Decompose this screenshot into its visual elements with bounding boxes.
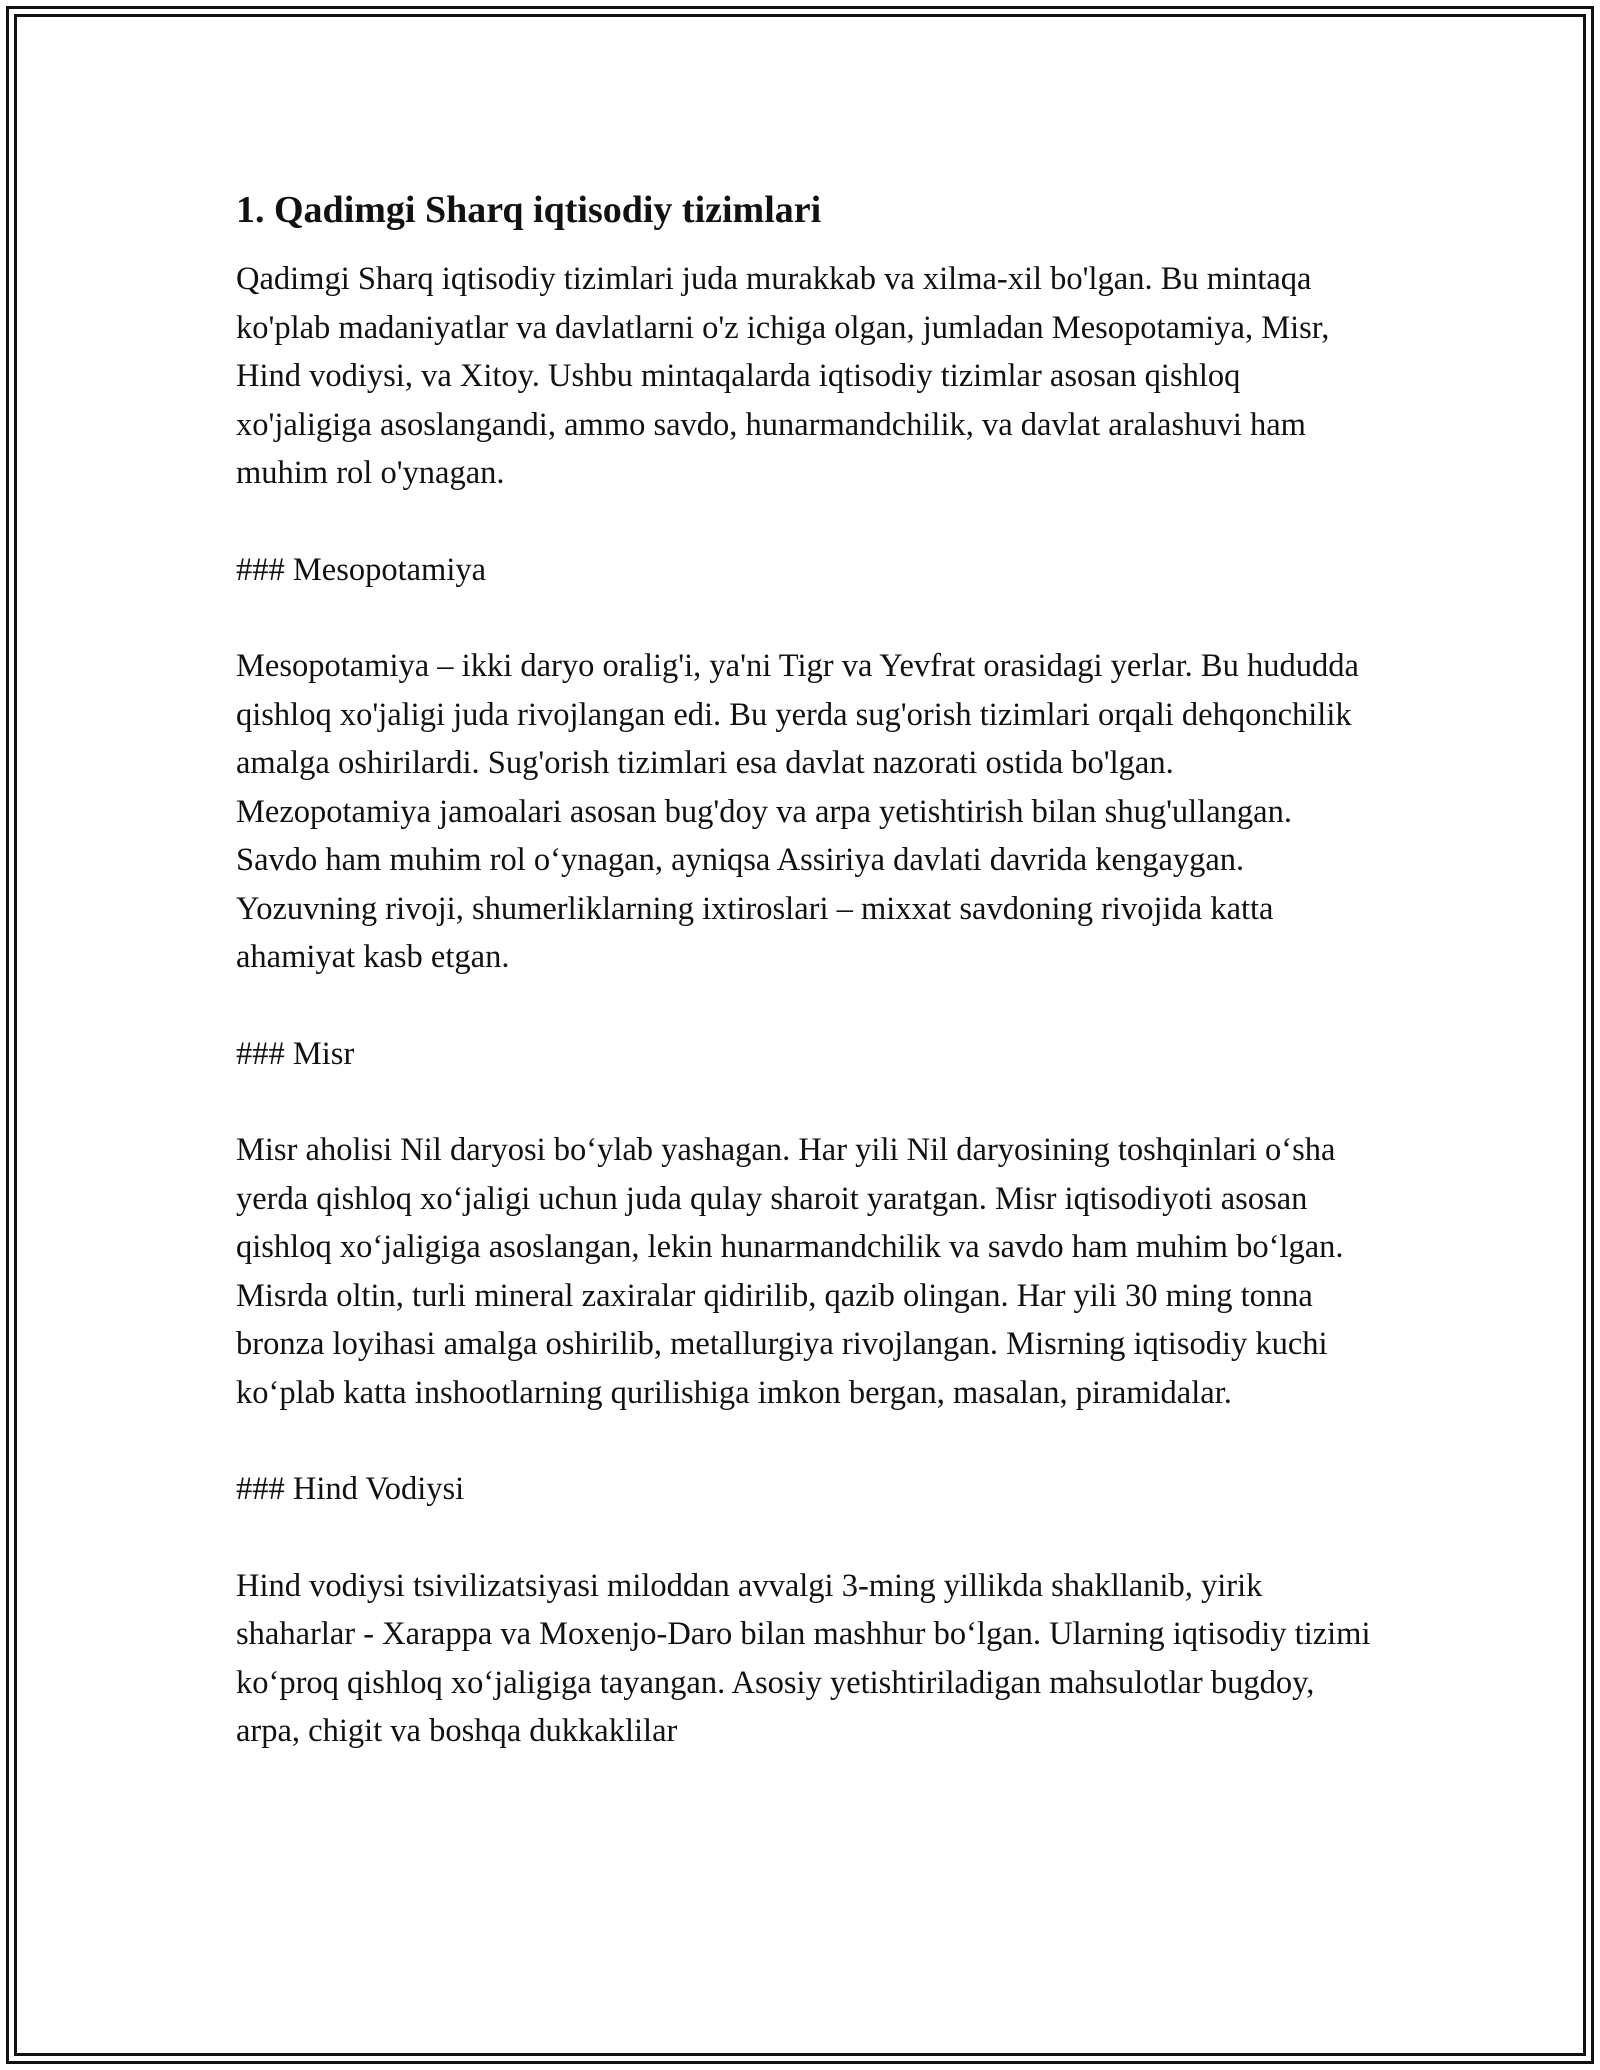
document-title: 1. Qadimgi Sharq iqtisodiy tizimlari	[236, 189, 822, 231]
section-body-mesopotamiya: Mesopotamiya – ikki daryo oralig'i, ya'ni Tigr va Yevfrat orasidagi yerlar. Bu hududda qishloq xo'jaligi juda rivojlangan edi. Bu yerda sug'orish tizimlari orqali dehqonchilik amalga oshirilardi. Sug'orish tizimlari esa davlat nazorati ostida bo'lgan. Mezopotamiya jamoalari asosan bug'doy va arpa yetishtirish bilan shug'ullangan. Savdo ham muhim rol o‘ynagan, ayniqsa Assiriya davlati davrida kengaygan. Yozuvning rivoji, shumerliklarning ixtiroslari – mixxat savdoning rivojida katta ahamiyat kasb etgan.	[236, 648, 1359, 975]
section-heading-mesopotamiya: ### Mesopotamiya	[236, 551, 487, 588]
section-body-misr: Misr aholisi Nil daryosi bo‘ylab yashagan. Har yili Nil daryosining toshqinlari o‘sha yerda qishloq xo‘jaligi uchun juda qulay sharoit yaratgan. Misr iqtisodiyoti asosan qishloq xo‘jaligiga asoslangan, lekin hunarmandchilik va savdo ham muhim bo‘lgan. Misrda oltin, turli mineral zaxiralar qidirilib, qazib olingan. Har yili 30 ming tonna bronza loyihasi amalga oshirilib, metallurgiya rivojlangan. Misrning iqtisodiy kuchi ko‘plab katta inshootlarning qurilishiga imkon bergan, masalan, piramidalar.	[236, 1132, 1344, 1411]
section-heading-hind-vodiysi: ### Hind Vodiysi	[236, 1471, 465, 1507]
section-heading-misr: ### Misr	[236, 1035, 355, 1072]
intro-paragraph: Qadimgi Sharq iqtisodiy tizimlari juda murakkab va xilma-xil bo'lgan. Bu mintaqa ko'plab madaniyatlar va davlatlarni o'z ichiga olgan, jumladan Mesopotamiya, Misr, Hind vodiysi, va Xitoy. Ushbu mintaqalarda iqtisodiy tizimlar asosan qishloq xo'jaligiga asoslangandi, ammo savdo, hunarmandchilik, va davlat aralashuvi ham muhim rol o'ynagan.	[236, 261, 1330, 491]
section-body-hind-vodiysi: Hind vodiysi tsivilizatsiyasi miloddan avvalgi 3-ming yillikda shakllanib, yirik shaharlar - Xarappa va Moxenjo-Daro bilan mashhur bo‘lgan. Ularning iqtisodiy tizimi ko‘proq qishloq xo‘jaligiga tayangan. Asosiy yetishtiriladigan mahsulotlar bugdoy, arpa, chigit va boshqa dukkaklilar	[236, 1567, 1371, 1749]
document-content	[236, 186, 1376, 1804]
